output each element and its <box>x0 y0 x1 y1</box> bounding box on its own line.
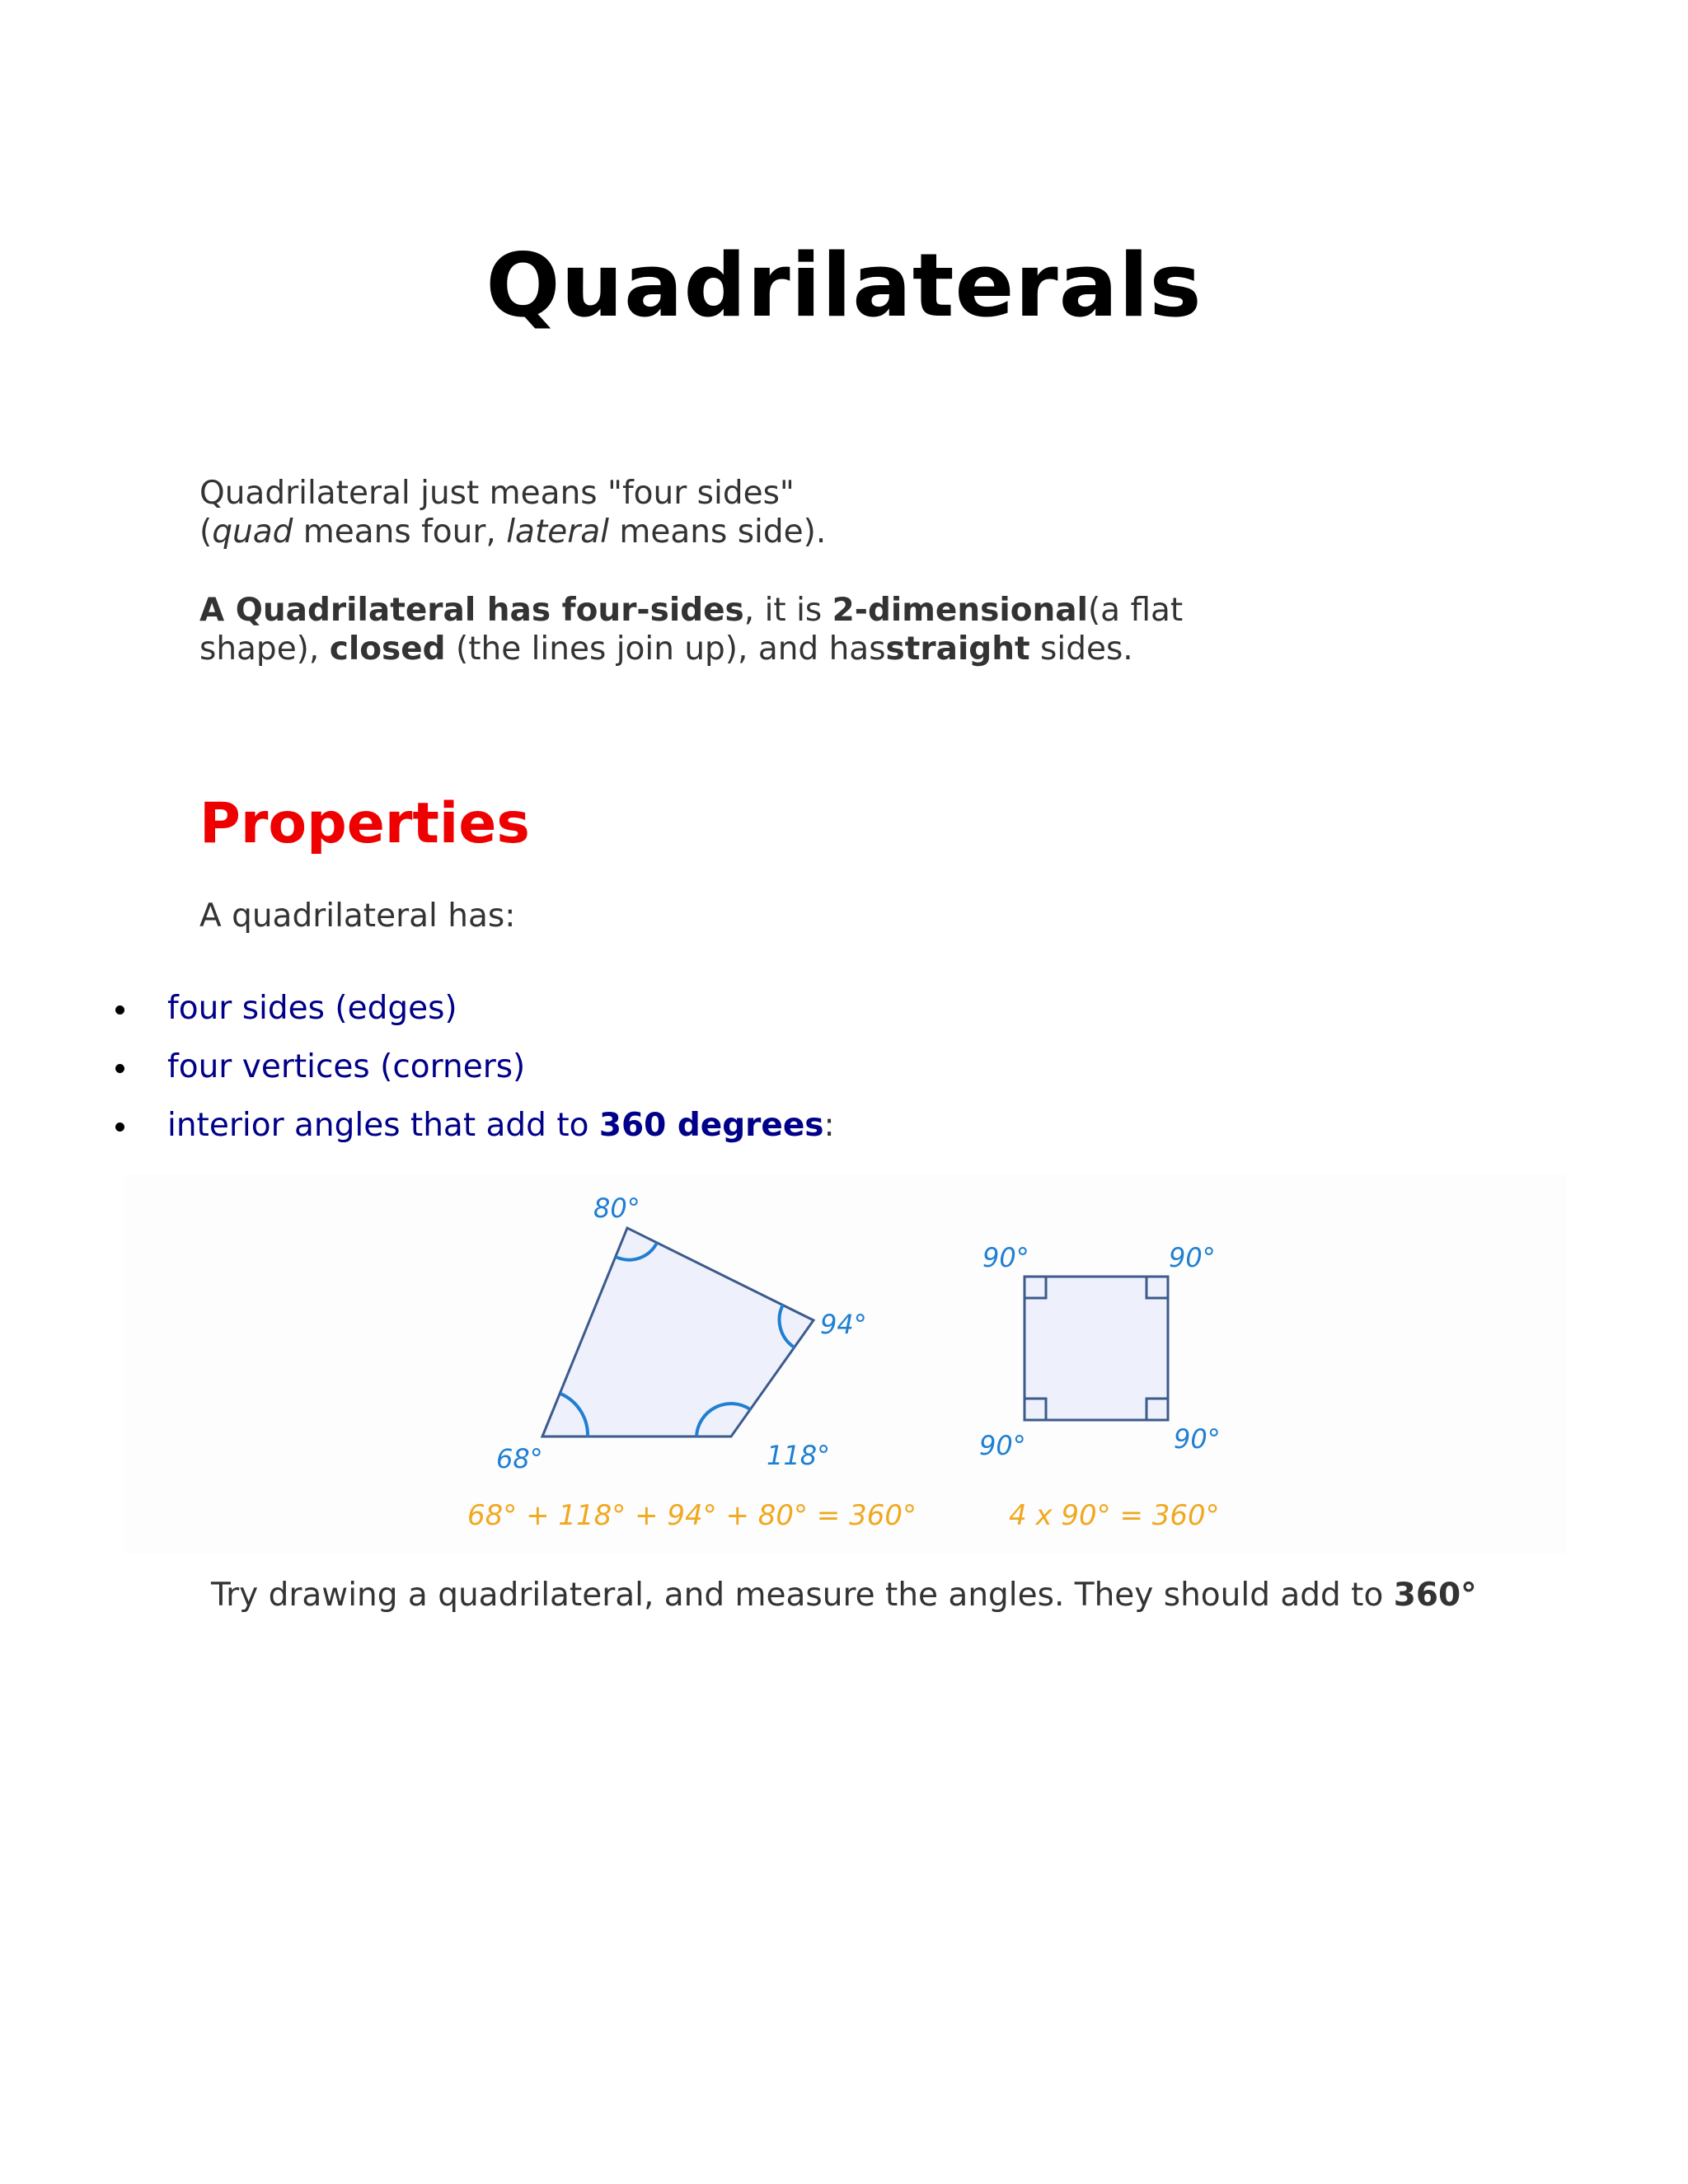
definition-bold-3: 2-dimensional <box>832 592 1088 629</box>
list-item <box>115 1047 835 1086</box>
square-angle-label-tr: 90° <box>1169 1242 1216 1273</box>
footer-bold: 360° <box>1393 1577 1477 1614</box>
bullet-icon <box>115 1064 124 1073</box>
definition-text-2: , it is <box>743 592 832 629</box>
properties-list <box>115 989 835 1165</box>
angle-label-bottom-left: 68° <box>496 1443 543 1474</box>
list-item-text-pre: interior angles that add to <box>167 1107 599 1144</box>
angles-figure <box>124 1174 1566 1554</box>
quad-term: quad <box>212 513 293 551</box>
list-item-text-bold: 360 degrees <box>598 1107 824 1144</box>
list-item <box>115 989 835 1028</box>
definition-text-4: (a flat <box>1087 592 1184 629</box>
intro-paragraph <box>199 474 1436 551</box>
definition-text-7: (the lines join up), and has <box>445 630 886 668</box>
properties-heading: Properties <box>199 791 530 856</box>
list-item-text: four sides (edges) <box>167 990 457 1027</box>
angles-diagram <box>124 1174 1566 1554</box>
definition-text-9: sides. <box>1029 630 1133 668</box>
bullet-icon <box>115 1005 124 1015</box>
angle-label-bottom-right: 118° <box>767 1440 831 1471</box>
intro-line-2-end: means side). <box>609 513 827 551</box>
definition-bold-1: A Quadrilateral has four-sides <box>199 592 744 629</box>
irregular-quadrilateral <box>542 1228 814 1436</box>
square-equation: 4 x 90° = 360° <box>1009 1499 1220 1532</box>
intro-line-2-open: ( <box>199 513 213 551</box>
definition-paragraph <box>199 591 1436 668</box>
lateral-term: lateral <box>506 513 610 551</box>
bullet-icon <box>115 1122 124 1132</box>
square-angle-label-tl: 90° <box>982 1242 1029 1273</box>
angle-label-right: 94° <box>820 1309 867 1340</box>
properties-lead: A quadrilateral has: <box>199 898 516 935</box>
definition-bold-8: straight <box>885 630 1030 668</box>
square-angle-label-br: 90° <box>1174 1423 1221 1455</box>
intro-line-2-mid: means four, <box>293 513 507 551</box>
footer-text: Try drawing a quadrilateral, and measure the angles. They should add to <box>211 1577 1394 1614</box>
list-item-text: four vertices (corners) <box>167 1048 526 1085</box>
page-title: Quadrilaterals <box>485 235 1203 336</box>
irregular-equation: 68° + 118° + 94° + 80° = 360° <box>467 1499 917 1532</box>
list-item-text-post: : <box>823 1107 835 1144</box>
square-angle-label-bl: 90° <box>979 1430 1026 1461</box>
definition-text-5: shape), <box>199 630 330 668</box>
definition-bold-6: closed <box>329 630 446 668</box>
angle-label-top: 80° <box>593 1193 640 1224</box>
footer-paragraph <box>211 1576 1477 1615</box>
intro-line-1: Quadrilateral just means "four sides" <box>199 475 795 512</box>
list-item <box>115 1106 835 1145</box>
